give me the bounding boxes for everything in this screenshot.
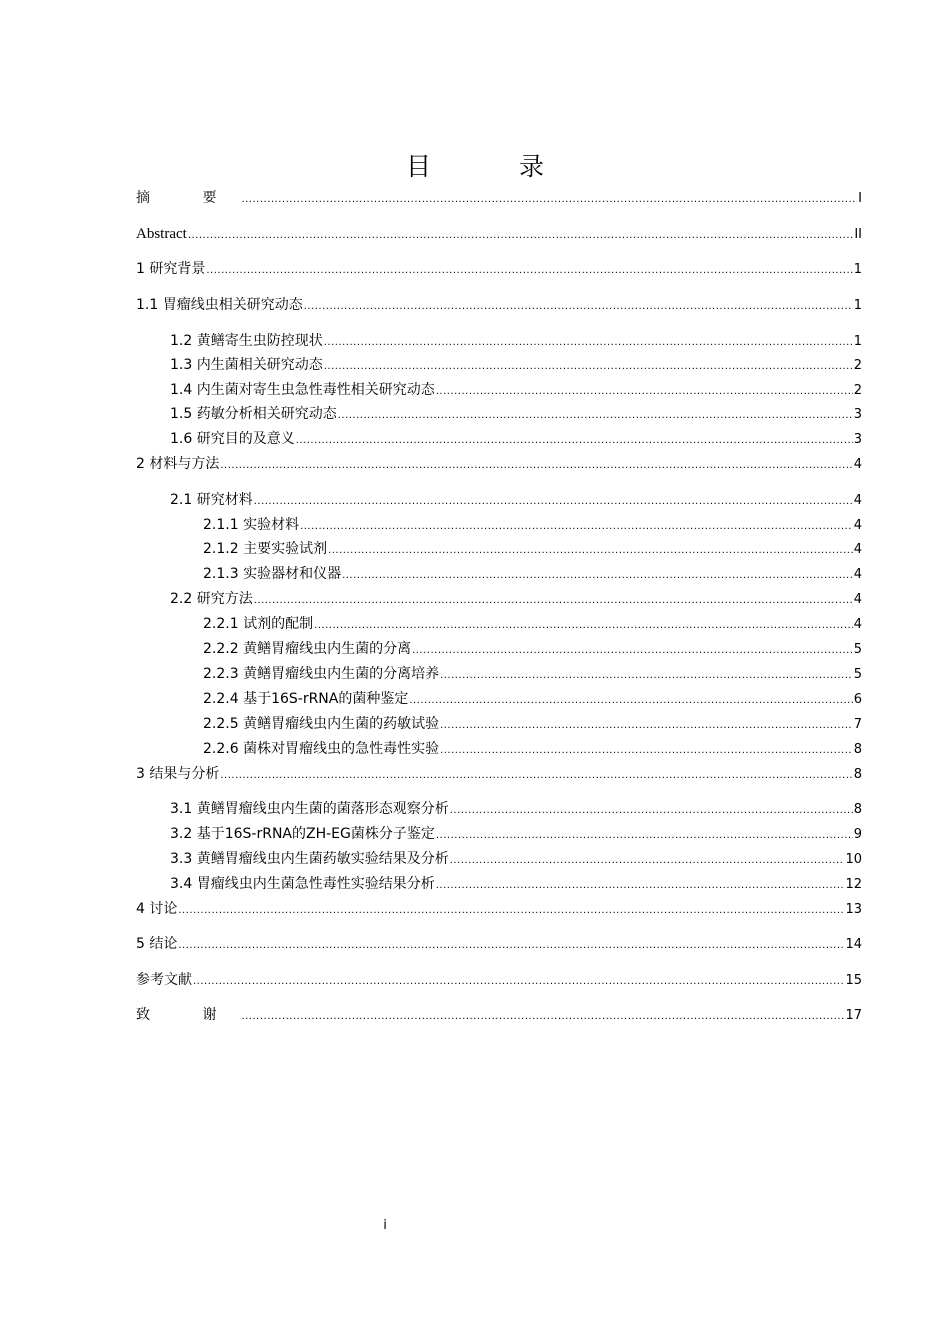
toc-entry-page: 4 [853, 457, 862, 472]
toc-entry-text: 1.5 药敏分析相关研究动态 [170, 406, 337, 422]
toc-entry-page: 17 [845, 1008, 862, 1023]
toc-leader-dots [324, 358, 853, 376]
toc-entry[interactable] [170, 332, 862, 352]
toc-entry-page: 2 [853, 358, 862, 373]
toc-leader-dots [450, 852, 845, 870]
toc-entry-page: 3 [853, 407, 862, 422]
toc-entry-page: 15 [845, 973, 862, 988]
toc-entry[interactable] [203, 516, 862, 536]
toc-entry-page: 7 [853, 717, 862, 732]
toc-leader-dots [342, 567, 853, 585]
toc-leader-dots [328, 542, 853, 560]
toc-entry-page: 4 [853, 518, 862, 533]
toc-entry-page: 5 [853, 667, 862, 682]
toc-entry[interactable] [170, 590, 862, 610]
toc-entry-text: 1.3 内生菌相关研究动态 [170, 357, 323, 373]
toc-leader-dots [304, 298, 853, 316]
toc-entry-text: 1 研究背景 [136, 261, 206, 277]
toc-entry[interactable] [170, 491, 862, 511]
toc-entry-page: 1 [853, 298, 862, 313]
toc-leader-dots [300, 518, 853, 536]
toc-leader-dots [440, 742, 853, 760]
toc-leader-dots [220, 767, 852, 785]
toc-entry-text: 3.1 黄鳝胃瘤线虫内生菌的菌落形态观察分析 [170, 801, 449, 817]
toc-leader-dots [440, 717, 853, 735]
toc-entry-text: 3.3 黄鳝胃瘤线虫内生菌药敏实验结果及分析 [170, 851, 449, 867]
toc-entry-page: 14 [845, 937, 862, 952]
toc-entry[interactable] [136, 455, 862, 475]
toc-entry-text: 1.1 胃瘤线虫相关研究动态 [136, 297, 303, 313]
toc-entry-page: 8 [853, 802, 862, 817]
toc-entry[interactable] [136, 1006, 862, 1026]
toc-entry[interactable] [203, 615, 862, 635]
toc-leader-dots [188, 227, 854, 245]
toc-leader-dots [324, 334, 853, 352]
toc-entry[interactable] [203, 640, 862, 660]
toc-entry[interactable] [170, 850, 862, 870]
toc-entry-text: 参考文献 [136, 972, 192, 988]
toc-leader-dots [178, 937, 844, 955]
toc-entry-text: Abstract [136, 226, 187, 242]
toc-entry-text: 2.1 研究材料 [170, 492, 253, 508]
toc-entry-text: 3 结果与分析 [136, 766, 220, 782]
toc-entry-text: 1.4 内生菌对寄生虫急性毒性相关研究动态 [170, 382, 435, 398]
toc-entry-page: I [858, 191, 862, 206]
toc-entry-text: 2 材料与方法 [136, 456, 220, 472]
toc-entry[interactable] [203, 740, 862, 760]
toc-leader-dots [314, 617, 853, 635]
toc-entry-page: 9 [853, 827, 862, 842]
toc-entry[interactable] [136, 971, 862, 991]
toc-entry-text: 2.1.3 实验器材和仪器 [203, 566, 342, 582]
toc-leader-dots [193, 973, 844, 991]
toc-entry-page: 4 [853, 592, 862, 607]
toc-entry-text: 摘 要 [136, 190, 241, 206]
toc-entry[interactable] [136, 935, 862, 955]
toc-leader-dots [409, 692, 852, 710]
toc-entry[interactable] [170, 800, 862, 820]
toc-leader-dots [206, 262, 852, 280]
toc-entry-text: 致 谢 [136, 1007, 241, 1023]
toc-entry-page: 4 [853, 542, 862, 557]
toc-entry[interactable] [136, 900, 862, 920]
page-number: i [383, 1218, 387, 1233]
toc-entry-page: 10 [845, 852, 862, 867]
toc-leader-dots [296, 432, 853, 450]
toc-entry[interactable] [170, 825, 862, 845]
toc-entry-text: 2.2.3 黄鳝胃瘤线虫内生菌的分离培养 [203, 666, 440, 682]
toc-entry[interactable] [203, 565, 862, 585]
toc-entry-page: 13 [845, 902, 862, 917]
toc-leader-dots [254, 592, 853, 610]
toc-entry-page: 1 [853, 262, 862, 277]
toc-entry[interactable] [170, 405, 862, 425]
toc-entry-page: 8 [853, 742, 862, 757]
toc-entry-page: 4 [853, 617, 862, 632]
toc-entry[interactable] [136, 765, 862, 785]
toc-entry-text: 3.2 基于16S-rRNA的ZH-EG菌株分子鉴定 [170, 826, 435, 842]
toc-entry-page: 4 [853, 567, 862, 582]
toc-entry-page: 12 [845, 877, 862, 892]
toc-entry-text: 2.1.2 主要实验试剂 [203, 541, 328, 557]
toc-leader-dots [254, 493, 853, 511]
toc-leader-dots [436, 383, 853, 401]
toc-leader-dots [220, 457, 852, 475]
toc-entry-text: 2.2.6 菌株对胃瘤线虫的急性毒性实验 [203, 741, 440, 757]
toc-entry-page: II [854, 227, 862, 242]
toc-leader-dots [440, 667, 853, 685]
toc-entry[interactable] [170, 430, 862, 450]
toc-entry[interactable] [136, 189, 862, 209]
toc-entry[interactable] [203, 540, 862, 560]
toc-entry-text: 2.2.5 黄鳝胃瘤线虫内生菌的药敏试验 [203, 716, 440, 732]
toc-entry-text: 5 结论 [136, 936, 178, 952]
toc-entry-page: 1 [853, 334, 862, 349]
toc-leader-dots [450, 802, 853, 820]
toc-entry[interactable] [136, 296, 862, 316]
toc-entry-text: 2.1.1 实验材料 [203, 517, 300, 533]
toc-entry-page: 8 [853, 767, 862, 782]
toc-entry-page: 4 [853, 493, 862, 508]
toc-entry-text: 2.2 研究方法 [170, 591, 253, 607]
page-title: 目 录 [406, 152, 584, 181]
toc-entry[interactable] [203, 690, 862, 710]
toc-entry-text: 2.2.1 试剂的配制 [203, 616, 314, 632]
toc-entry[interactable] [136, 225, 862, 245]
toc-entry[interactable] [203, 715, 862, 735]
toc-entry[interactable] [136, 260, 862, 280]
toc-leader-dots [436, 877, 845, 895]
toc-entry-page: 5 [853, 642, 862, 657]
toc-entry-page: 2 [853, 383, 862, 398]
toc-entry-text: 1.6 研究目的及意义 [170, 431, 295, 447]
toc-entry-page: 6 [853, 692, 862, 707]
toc-leader-dots [338, 407, 853, 425]
toc-entry-text: 4 讨论 [136, 901, 178, 917]
toc-leader-dots [241, 191, 857, 209]
toc-entry[interactable] [170, 381, 862, 401]
toc-entry-text: 2.2.2 黄鳝胃瘤线虫内生菌的分离 [203, 641, 412, 657]
toc-entry-text: 2.2.4 基于16S-rRNA的菌种鉴定 [203, 691, 409, 707]
toc-leader-dots [436, 827, 853, 845]
toc-entry[interactable] [203, 665, 862, 685]
toc-entry-text: 3.4 胃瘤线虫内生菌急性毒性实验结果分析 [170, 876, 435, 892]
toc-entry[interactable] [170, 356, 862, 376]
toc-entry[interactable] [170, 875, 862, 895]
toc-leader-dots [178, 902, 844, 920]
toc-leader-dots [241, 1008, 844, 1026]
toc-entry-text: 1.2 黄鳝寄生虫防控现状 [170, 333, 323, 349]
toc-leader-dots [412, 642, 853, 660]
toc-entry-page: 3 [853, 432, 862, 447]
